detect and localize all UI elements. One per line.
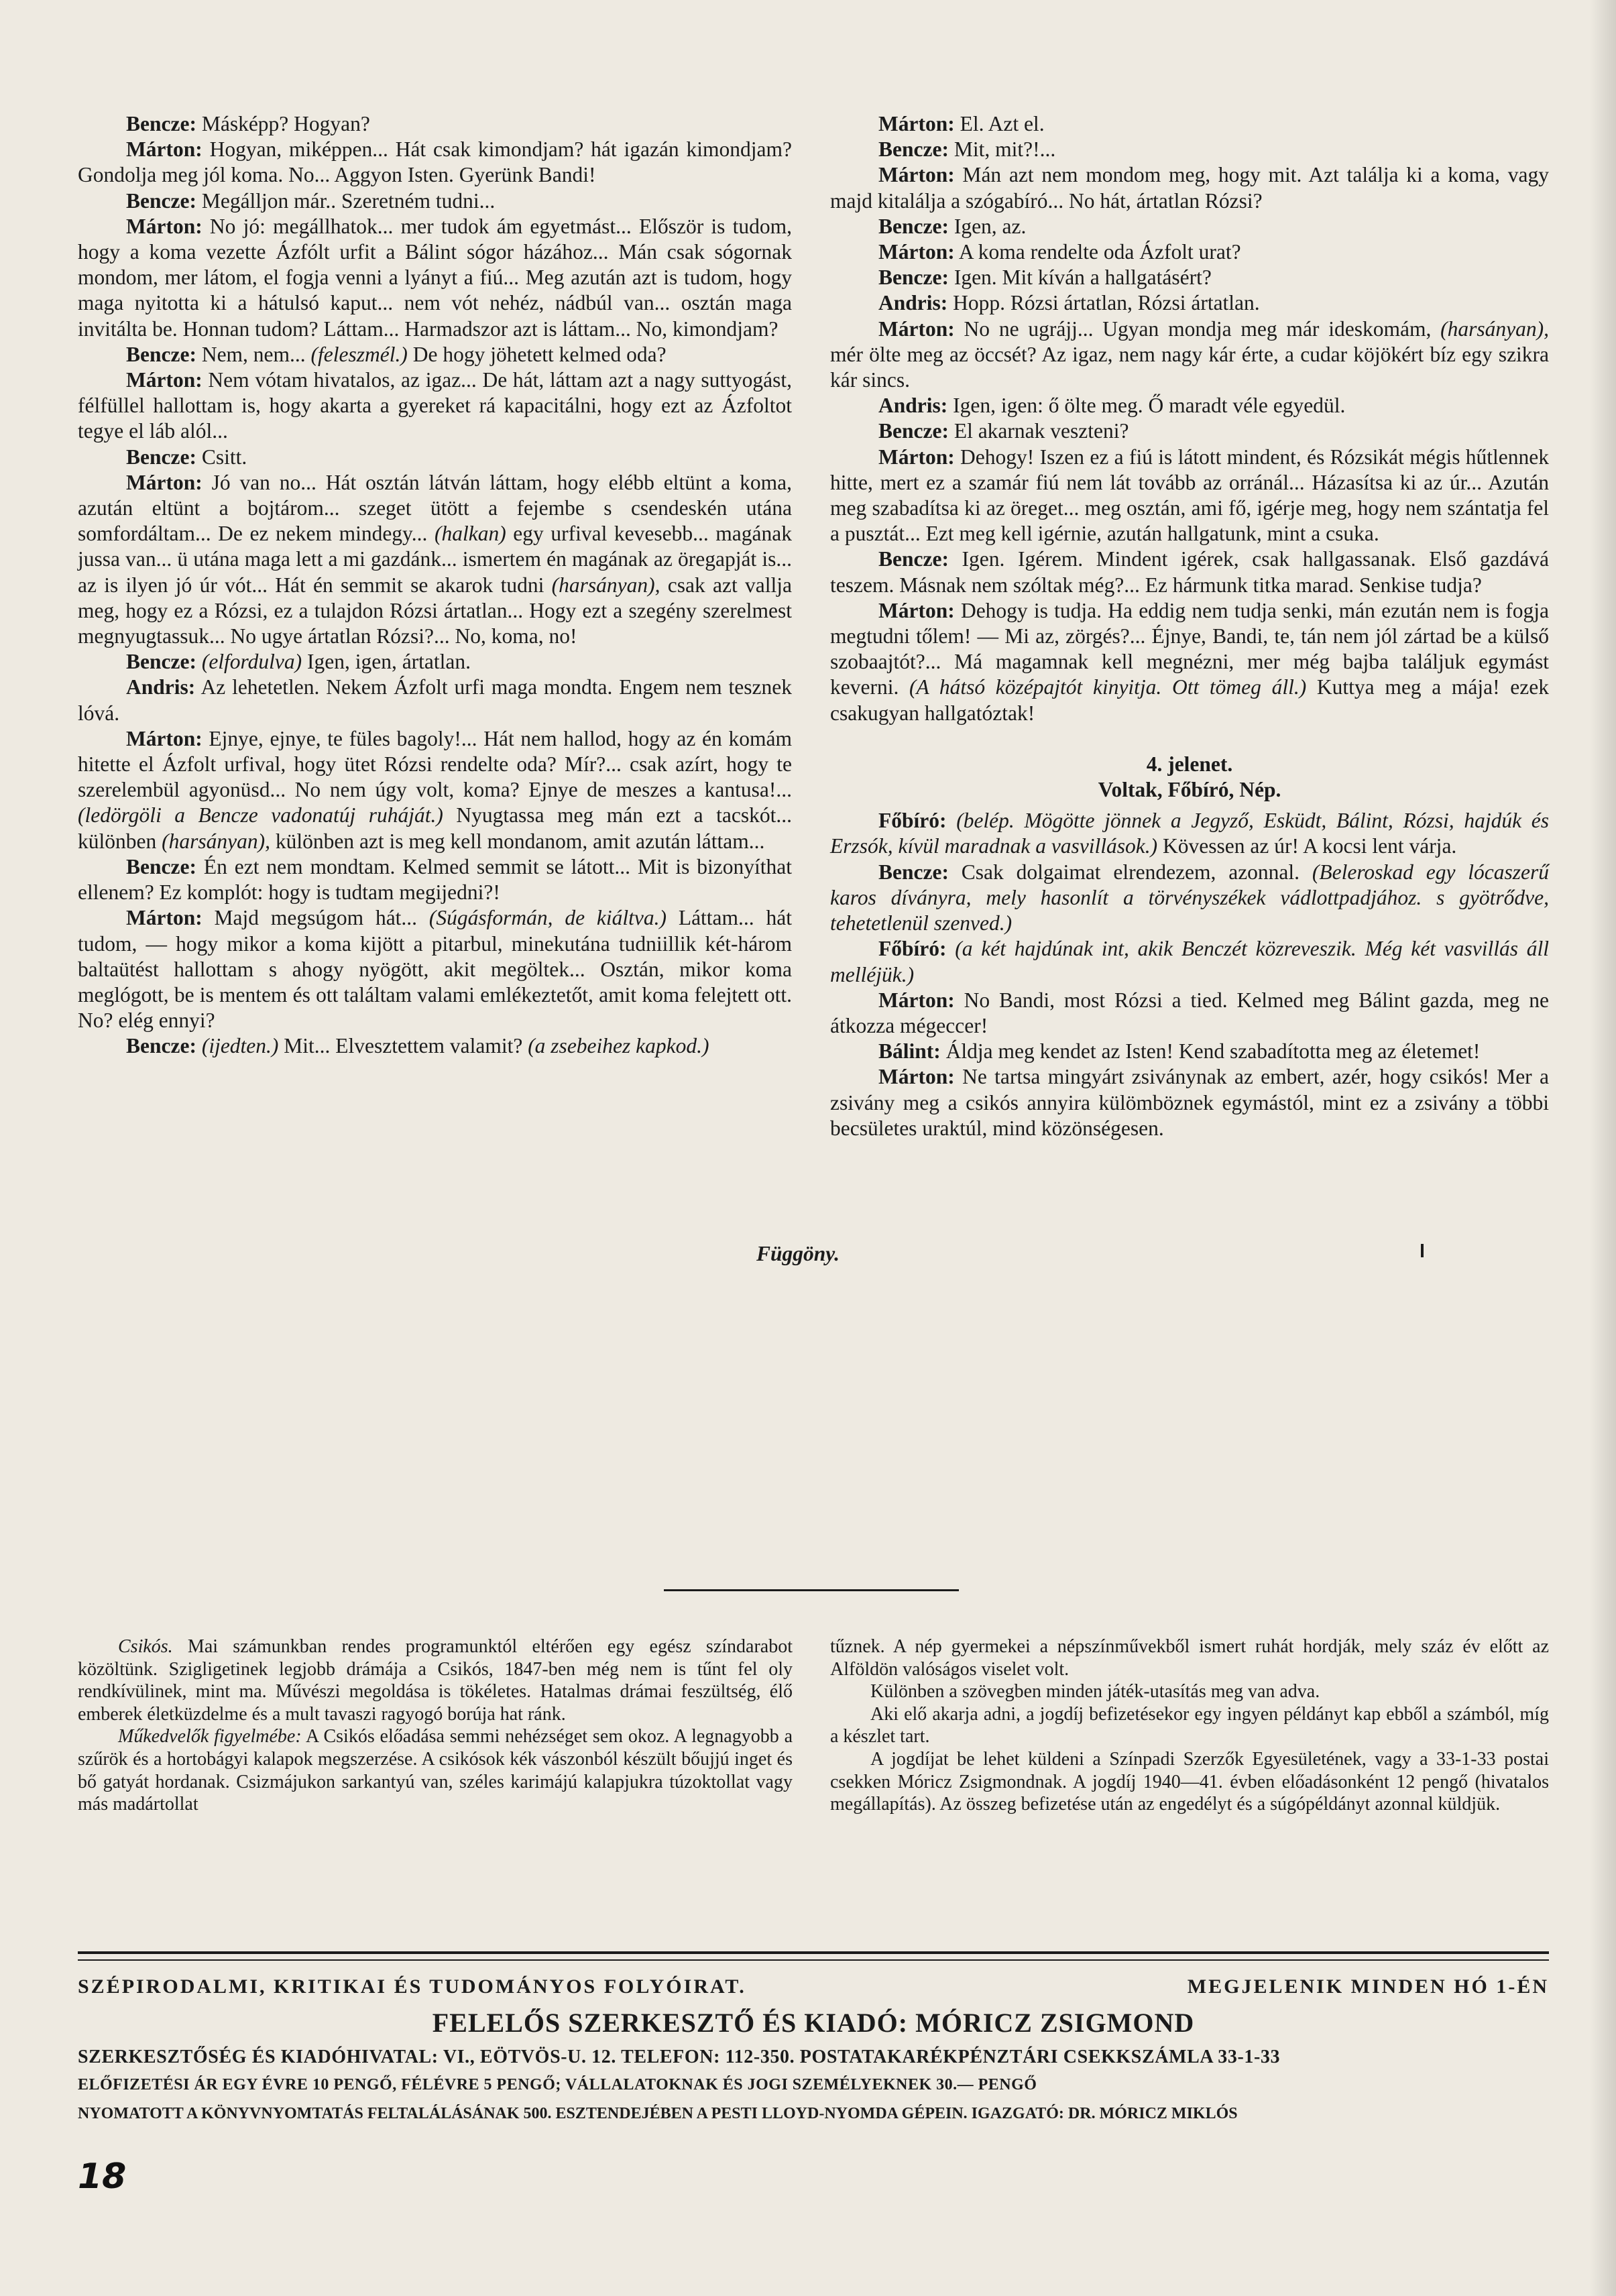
speaker-name: Bencze: — [878, 214, 949, 238]
dialogue-text — [196, 650, 202, 673]
dialogue-text: Megálljon már.. Szeretném tudni... — [196, 188, 496, 213]
dialogue-text: Láttam... hát tudom, — hogy mikor a koma kijött a pitarbul, minekutána tudniillik két-három baltaütést hallottam s ahogy nyögött, akit megöltek... Osztán, mikor koma meglógott, be is mentem és ott találtam valami emlékeztetőt, amit koma felejtett ott. No? elég ennyi? — [78, 906, 792, 1033]
footer-printer-line: NYOMATOTT A KÖNYVNYOMTATÁS FELTALÁLÁSÁNAK 500. ESZTENDEJÉBEN A PESTI LLOYD-NYOMDA GÉPEIN. IGAZGATÓ: DR. MÓRICZ MIKLÓS — [78, 2105, 1238, 2122]
note-text: Különben a szövegben minden játék-utasítás meg van adva. — [870, 1681, 1320, 1703]
footer-subscription-line: ELŐFIZETÉSI ÁR EGY ÉVRE 10 PENGŐ, FÉLÉVRE 5 PENGŐ; VÁLLALATOKNAK ÉS JOGI SZEMÉLYEKNEK 30.— PENGŐ — [78, 2076, 1037, 2093]
speaker-name: Márton: — [878, 445, 955, 469]
dialogue-paragraph — [830, 214, 1549, 239]
stage-direction: (elfordulva) — [201, 650, 302, 674]
dialogue-paragraph — [78, 675, 792, 726]
dialogue-paragraph — [830, 598, 1549, 726]
stage-direction: (feleszmél.) — [310, 342, 408, 366]
footer-editor-line: FELELŐS SZERKESZTŐ ÉS KIADÓ: MÓRICZ ZSIGMOND — [432, 2008, 1195, 2038]
note-paragraph — [830, 1703, 1549, 1748]
dialogue-text: No jó: megállhatok... mer tudok ám egyetmást... Először is tudom, hogy a koma vezette Ázfólt urfit a Bálint sógor házához... Mán csak sógornak mondom, mer látom, el fogja venni a lyányt a fiú... Meg azután azt is tudom, hogy maga nyitotta ki a hátulsó kaput... nem vót nehéz, nádbúl van... osztán maga invitálta be. Honnan tudom? Láttam... Harmadszor azt is láttam... No, kimondjam? — [78, 214, 792, 341]
periodical-description: SZÉPIRODALMI, KRITIKAI ÉS TUDOMÁNYOS FOLYÓIRAT. — [78, 1975, 746, 1998]
speaker-name: Bencze: — [878, 547, 949, 571]
dialogue-text: No Bandi, most Rózsi a tied. Kelmed meg Bálint gazda, meg ne átkozza mégeccer! — [830, 988, 1549, 1037]
dialogue-paragraph — [830, 137, 1549, 162]
stage-direction: (Beleroskad egy lócaszerű karos díványra, mely hasonlít a törvényszékek vádlottpadjához. s gyötrődve, tehetetlenül szenved.) — [830, 860, 1549, 935]
dialogue-paragraph — [830, 290, 1549, 316]
dialogue-paragraph — [830, 111, 1549, 137]
speaker-name: Főbíró: — [878, 809, 947, 833]
dialogue-text: Én ezt nem mondtam. Kelmed semmit se látott... Mit is bizonyíthat ellenem? Ez komplót: hogy is tudtam megijedni?! — [78, 854, 792, 905]
dialogue-block-scene3-end — [830, 111, 1549, 726]
speaker-name: Márton: — [878, 1065, 955, 1089]
stage-direction: (harsányan), — [551, 573, 660, 597]
dialogue-paragraph — [78, 214, 792, 342]
dialogue-paragraph — [78, 111, 792, 137]
dialogue-text: Dehogy! Iszen ez a fiú is látott mindent, és Rózsikát mégis hűtlennek hitte, mert ez a szamár fiú nem lát tovább az orránál... Házasítsa ki az úr... Azután meg szabadítsa ki az öreget... meg osztán, ami fő, igérje meg, hogy nem szántatja fel a pusztát... Ezt meg kell igérnie, azután hallgatunk, mint a csuka. — [830, 445, 1549, 546]
dialogue-text: Az lehetetlen. Nekem Ázfolt urfi maga mondta. Engem nem tesznek lóvá. — [78, 675, 792, 725]
speaker-name: Andris: — [878, 394, 948, 418]
note-text: A jogdíjat be lehet küldeni a Színpadi Szerzők Egyesületének, vagy a 33-1-33 postai csekken Móricz Zsigmondnak. A jogdíj 1940—41. évben előadásonként 12 pengő (hivatalos megállapítás). Az összeg befizetése után az engedélyt és a súgópéldányt azonnal küldjük. — [830, 1748, 1549, 1815]
footer-rule-thick — [78, 1951, 1549, 1954]
dialogue-text: Mit, mit?!... — [948, 137, 1056, 162]
dialogue-text: No ne ugrájj... Ugyan mondja meg már ideskomám, — [954, 317, 1441, 341]
dialogue-text: Hogyan, miképpen... Hát csak kimondjam? hát igazán kimondjam? Gondolja meg jól koma. No... Aggyon Isten. Gyerünk Bandi! — [78, 137, 792, 187]
dialogue-text: A koma rendelte oda Ázfolt urat? — [954, 240, 1241, 264]
speaker-name: Márton: — [126, 726, 203, 750]
note-text: Mai számunkban rendes programunktól eltérően egy egész színdarabot közöltünk. Szigligetinek legjobb drámája a Csikós, 1847-ben még nem is tűnt fel oly rendkívülinek, mint ma. Művészi megoldása is tökéletes. Hatalmas drámai feszültség, élő emberek életküzdelme és a mult tavaszi ragyogó borúja hat ránk. — [78, 1636, 793, 1725]
dialogue-text: El. Azt el. — [954, 112, 1045, 135]
speaker-name: Főbíró: — [878, 937, 947, 961]
speaker-name: Bencze: — [126, 112, 196, 135]
editorial-note-left — [78, 1635, 793, 1816]
note-paragraph — [830, 1680, 1549, 1703]
dialogue-paragraph — [830, 239, 1549, 265]
speaker-name: Bencze: — [126, 342, 196, 366]
dialogue-paragraph — [830, 418, 1549, 444]
dialogue-text — [946, 809, 956, 832]
dialogue-block-scene4 — [830, 808, 1549, 1141]
note-lead: Csikós. — [118, 1636, 173, 1657]
stage-direction: (a zsebeihez kapkod.) — [528, 1034, 709, 1058]
dialogue-text: Nem, nem... — [196, 342, 311, 366]
dialogue-text: Nyugtassa meg mán ezt a tacskót... különben — [78, 803, 792, 853]
dialogue-paragraph — [78, 445, 792, 470]
dialogue-text: Majd megsúgom hát... — [202, 906, 429, 930]
speaker-name: Márton: — [878, 598, 955, 622]
note-paragraph — [830, 1748, 1549, 1816]
dialogue-text: mér ölte meg az öccsét? Az igaz, nem nagy kár érte, a cudar köjökért bíz egy szikra kár sincs. — [830, 342, 1549, 392]
dialogue-text: Igen. Igérem. Mindent igérek, csak hallgassanak. Első gazdává teszem. Másnak nem szóltak még?... Ez hármunk titka marad. Senkise tudja? — [830, 547, 1549, 597]
dialogue-text — [946, 937, 955, 960]
dialogue-text: Csitt. — [196, 445, 247, 469]
speaker-name: Márton: — [878, 112, 955, 135]
footer-rule-thin — [78, 1959, 1549, 1961]
dialogue-paragraph — [830, 547, 1549, 597]
dialogue-paragraph — [830, 393, 1549, 418]
dialogue-paragraph — [830, 265, 1549, 290]
note-paragraph — [78, 1725, 793, 1815]
note-text: tűznek. A nép gyermekei a népszínművekből ismert ruhát hordják, mely száz év előtt az Alföldön valóságos viselet volt. — [830, 1636, 1549, 1680]
dialogue-paragraph — [78, 367, 792, 445]
stray-mark — [1421, 1244, 1424, 1257]
speaker-name: Bencze: — [126, 445, 196, 469]
dialogue-paragraph — [78, 137, 792, 188]
dialogue-text: Másképp? Hogyan? — [196, 112, 370, 135]
stage-direction: (harsányan), — [162, 829, 270, 853]
dialogue-paragraph — [78, 342, 792, 367]
dialogue-paragraph — [78, 1033, 792, 1059]
dialogue-text: Áldja meg kendet az Isten! Kend szabadította meg az életemet! — [940, 1039, 1481, 1064]
speaker-name: Márton: — [126, 214, 203, 238]
dialogue-text: különben azt is meg kell mondanom, amit azután láttam... — [270, 829, 765, 853]
dialogue-paragraph — [830, 1039, 1549, 1064]
dialogue-text: Csak dolgaimat elrendezem, azonnal. — [948, 860, 1312, 884]
dialogue-text: Nem vótam hivatalos, az igaz... De hát, láttam azt a nagy suttyogást, félfüllel hallottam is, hogy akarta a gyereket rá kapacitálni, hogy ezt az Ázfoltot tegye el láb alól... — [78, 368, 792, 443]
stage-direction: (harsányan), — [1440, 317, 1549, 341]
section-divider — [664, 1589, 959, 1591]
dialogue-paragraph — [830, 860, 1549, 937]
note-paragraph — [830, 1635, 1549, 1680]
dialogue-text: Dehogy is tudja. Ha eddig nem tudja senki, mán ezután nem is fogja megtudni tőlem! — Mi az, zörgés?... Éjnye, Bandi, te, tán nem jól zártad be a külső szobaajtót?... Má magamnak kell megnézni, mer még bajba találjuk egymást keverni. — [830, 598, 1549, 699]
speaker-name: Bencze: — [878, 860, 949, 884]
note-lead: Műkedvelők figyelmébe: — [118, 1726, 302, 1747]
dialogue-paragraph — [78, 188, 792, 214]
speaker-name: Márton: — [126, 368, 203, 392]
dialogue-paragraph — [830, 317, 1549, 394]
scene-cast: Voltak, Főbíró, Nép. — [1098, 778, 1281, 802]
note-text: Aki elő akarja adni, a jogdíj befizetésekor egy ingyen példányt kap ebből a számból, míg a készlet tart. — [830, 1703, 1549, 1747]
dialogue-text: Mit... Elvesztettem valamit? — [278, 1034, 528, 1058]
dialogue-text: Igen, az. — [948, 214, 1027, 238]
speaker-name: Bencze: — [878, 266, 949, 290]
dialogue-paragraph — [78, 905, 792, 1033]
note-text: A Csikós előadása semmi nehézséget sem okoz. A legnagyobb a szűrök és a hortobágyi kalapok megszerzése. A csikósok kék vászonból készült bőujjú inget és bő gatyát hordanak. Csizmájukon sarkantyú van, széles karimájú kalapjukra túzoktollat vagy más madártollat — [78, 1726, 793, 1815]
stage-direction: (Súgásformán, de kiáltva.) — [428, 906, 667, 930]
stage-direction: (A hátsó középajtót kinyitja. Ott tömeg áll.) — [909, 675, 1307, 699]
dialogue-paragraph — [78, 854, 792, 905]
dialogue-text: Mán azt nem mondom meg, hogy mit. Azt találja ki a koma, vagy majd kitalálja a szógabíró... No hát, ártatlan Rózsi? — [830, 163, 1549, 213]
stage-direction: (ledörgöli a Bencze vadonatúj ruháját.) — [78, 803, 443, 827]
speaker-name: Bencze: — [126, 188, 196, 213]
stage-direction: (halkan) — [434, 522, 506, 546]
curtain-line: Függöny. — [756, 1242, 840, 1265]
publication-frequency: MEGJELENIK MINDEN HÓ 1-ÉN — [1187, 1975, 1549, 1998]
speaker-name: Márton: — [878, 240, 955, 264]
dialogue-paragraph — [78, 649, 792, 675]
page-edge-shadow — [1589, 0, 1616, 2296]
dialogue-text: egy urfival kevesebb... magának jussa van... ü utána maga lett a mi gazdánk... ismertem én magának az öregapját is... az is ilyen jó úr vót... Hát én semmit se akarok tudni — [78, 522, 793, 597]
editorial-note-right — [830, 1635, 1549, 1816]
dialogue-text: Hopp. Rózsi ártatlan, Rózsi ártatlan. — [947, 291, 1260, 315]
stage-direction: (ijedten.) — [201, 1034, 279, 1058]
dialogue-text: Kövessen az úr! A kocsi lent várja. — [1157, 834, 1457, 858]
dialogue-paragraph — [830, 162, 1549, 213]
dialogue-paragraph — [830, 988, 1549, 1039]
speaker-name: Márton: — [126, 906, 203, 930]
speaker-name: Márton: — [126, 470, 203, 494]
dialogue-text — [196, 1034, 202, 1057]
dialogue-text: Igen, igen, ártatlan. — [302, 650, 471, 674]
footer-line-periodical — [78, 1975, 1549, 1998]
dialogue-column-left — [78, 111, 792, 1059]
dialogue-text: Ejnye, ejnye, te füles bagoly!... Hát nem hallod, hogy az én komám hitette el Ázfolt urfival, hogy ütet Rózsi rendelte oda? Mír?... csak azírt, hogy te szerelembül agyonüsd... No nem úgy volt, koma? Ejnye de meszes a kantusa!... — [78, 726, 792, 802]
speaker-name: Bálint: — [878, 1039, 941, 1064]
dialogue-paragraph — [830, 1064, 1549, 1141]
dialogue-text: Kuttya meg a mája! ezek csakugyan hallgatóztak! — [830, 675, 1549, 725]
dialogue-paragraph — [830, 936, 1549, 987]
dialogue-text: Jó van no... Hát osztán látván láttam, hogy elébb eltünt a koma, azután eltünt a bojtárom... szeget ütött a fejembe s csendeskén utána somfordáltam... De ez nekem mindegy... — [78, 470, 792, 546]
stage-direction: (a két hajdúnak int, akik Benczét közreveszik. Még két vasvillás áll melléjük.) — [830, 937, 1550, 986]
speaker-name: Bencze: — [126, 1034, 196, 1058]
dialogue-paragraph — [830, 808, 1549, 859]
scene-number: 4. jelenet. — [1146, 752, 1233, 776]
dialogue-text: Igen. Mit kíván a hallgatásért? — [948, 266, 1212, 290]
speaker-name: Márton: — [878, 988, 955, 1012]
dialogue-paragraph — [78, 726, 792, 854]
stage-direction: (belép. Mögötte jönnek a Jegyző, Esküdt, Bálint, Rózsi, hajdúk és Erzsók, kívül maradnak a vasvillások.) — [830, 809, 1550, 858]
speaker-name: Bencze: — [126, 854, 196, 878]
note-paragraph — [78, 1635, 793, 1725]
dialogue-column-right — [830, 111, 1549, 1141]
dialogue-text: Ne tartsa mingyárt zsiványnak az embert, azér, hogy csikós! Mer a zsivány meg a csikós annyira külömböznek egymástól, mint ez a zsivány a többi becsületes uraktúl, mind közönségesen. — [830, 1065, 1549, 1140]
speaker-name: Bencze: — [878, 137, 949, 162]
speaker-name: Bencze: — [126, 650, 196, 674]
speaker-name: Márton: — [126, 137, 203, 162]
speaker-name: Andris: — [878, 291, 948, 315]
dialogue-text: El akarnak veszteni? — [948, 419, 1129, 443]
speaker-name: Andris: — [126, 675, 196, 699]
dialogue-text: De hogy jöhetett kelmed oda? — [407, 342, 667, 366]
page-number: 18 — [78, 2157, 127, 2197]
dialogue-paragraph — [78, 470, 792, 649]
dialogue-text: Igen, igen: ő ölte meg. Ő maradt véle egyedül. — [947, 394, 1346, 418]
footer-address-line: SZERKESZTŐSÉG ÉS KIADÓHIVATAL: VI., EÖTVÖS-U. 12. TELEFON: 112-350. POSTATAKARÉKPÉNZTÁRI CSEKKSZÁMLA 33-1-33 — [78, 2047, 1281, 2067]
speaker-name: Márton: — [878, 163, 955, 187]
speaker-name: Bencze: — [878, 419, 949, 443]
dialogue-text: csak azt vallja meg, hogy ez a Rózsi, ez a tulajdon Rózsi ártatlan... Hogy ezt a szegény szerelmest megnyugtassuk... No ugye ártatlan Rózsi?... No, koma, no! — [78, 573, 793, 648]
speaker-name: Márton: — [878, 317, 955, 341]
dialogue-paragraph — [830, 445, 1549, 547]
